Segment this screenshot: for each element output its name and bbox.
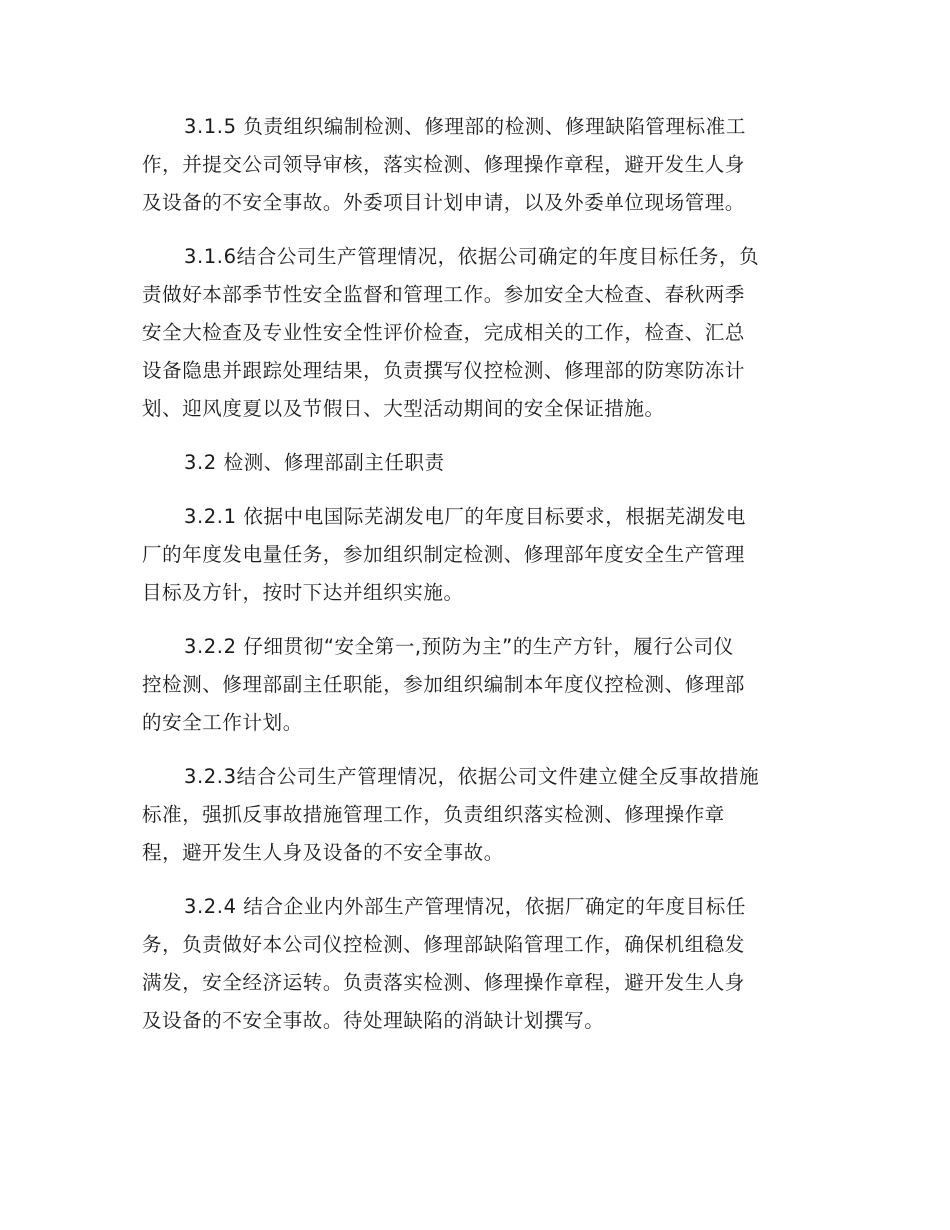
text-line: 安全大检查及专业性安全性评价检查，完成相关的工作，检查、汇总 [142, 321, 746, 344]
text-line: 3.1.6结合公司生产管理情况，依据公司确定的年度目标任务，负 [184, 245, 760, 268]
text-line: 及设备的不安全事故。外委项目计划申请，以及外委单位现场管理。 [142, 191, 746, 214]
text-line: 3.1.5 负责组织编制检测、修理部的检测、修理缺陷管理标准工 [184, 115, 746, 138]
text-line: 及设备的不安全事故。待处理缺陷的消缺计划撰写。 [142, 1009, 605, 1032]
text-line: 控检测、修理部副主任职能，参加组织编制本年度仪控检测、修理部 [142, 673, 746, 696]
text-line: 划、迎风度夏以及节假日、大型活动期间的安全保证措施。 [142, 397, 665, 420]
paragraph-3-2-1 [142, 498, 812, 612]
text-line: 的安全工作计划。 [142, 711, 303, 734]
text-line: 3.2 检测、修理部副主任职责 [184, 451, 445, 474]
text-line: 程，避开发生人身及设备的不安全事故。 [142, 841, 504, 864]
paragraph-3-2-4 [142, 888, 812, 1040]
paragraph-3-2-3 [142, 758, 812, 872]
text-line: 务，负责做好本公司仪控检测、修理部缺陷管理工作，确保机组稳发 [142, 933, 746, 956]
paragraph-3-2-2 [142, 628, 812, 742]
paragraph-3-1-5 [142, 108, 812, 222]
text-line: 目标及方针，按时下达并组织实施。 [142, 581, 464, 604]
text-line: 3.2.4 结合企业内外部生产管理情况，依据厂确定的年度目标任 [184, 895, 746, 918]
text-line: 作，并提交公司领导审核，落实检测、修理操作章程，避开发生人身 [142, 153, 746, 176]
paragraph-3-1-6 [142, 238, 812, 428]
text-line: 3.2.3结合公司生产管理情况，依据公司文件建立健全反事故措施 [184, 765, 760, 788]
text-line: 标准，强抓反事故措施管理工作，负责组织落实检测、修理操作章 [142, 803, 725, 826]
text-line: 厂的年度发电量任务，参加组织制定检测、修理部年度安全生产管理 [142, 543, 746, 566]
text-line: 责做好本部季节性安全监督和管理工作。参加安全大检查、春秋两季 [142, 283, 746, 306]
document-body [142, 108, 812, 1056]
text-line: 3.2.1 依据中电国际芜湖发电厂的年度目标要求，根据芜湖发电 [184, 505, 746, 528]
text-line: 满发，安全经济运转。负责落实检测、修理操作章程，避开发生人身 [142, 971, 746, 994]
text-line: 设备隐患并跟踪处理结果，负责撰写仪控检测、修理部的防寒防冻计 [142, 359, 746, 382]
section-heading-3-2 [142, 444, 812, 482]
text-line: 3.2.2 仔细贯彻“安全第一,预防为主”的生产方针，履行公司仪 [184, 635, 734, 658]
